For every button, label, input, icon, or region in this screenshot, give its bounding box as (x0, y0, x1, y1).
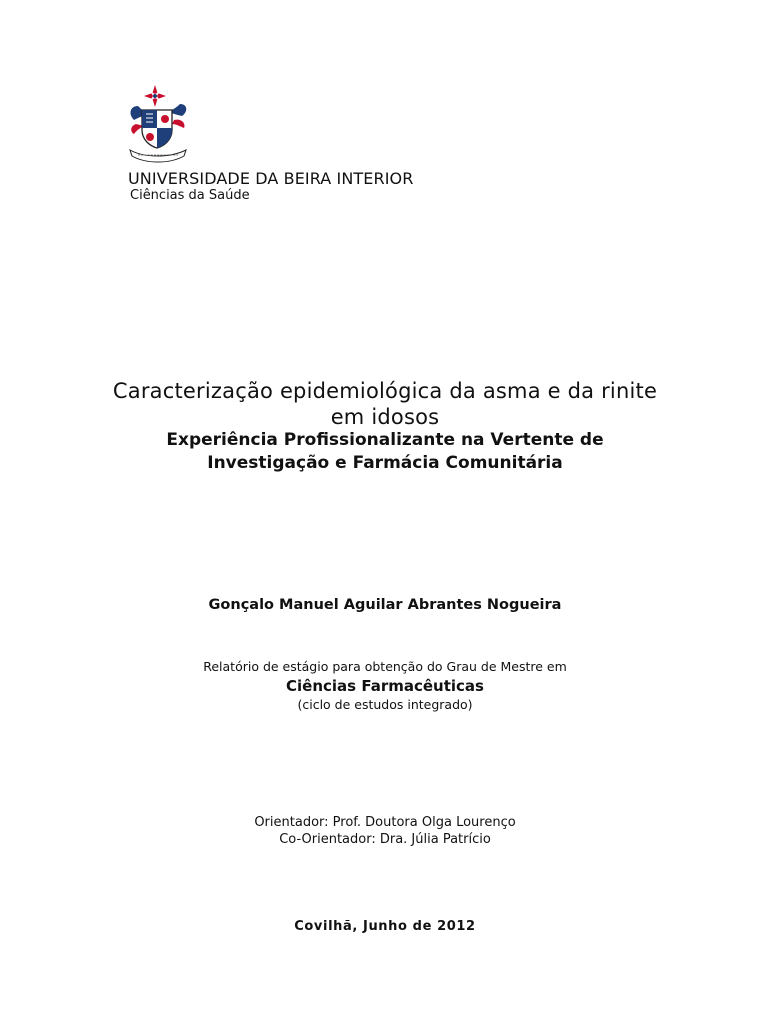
thesis-title-line-1: Caracterização epidemiológica da asma e da rinite (112, 379, 658, 403)
thesis-title (0, 378, 770, 430)
university-crest-icon (124, 84, 192, 166)
thesis-subtitle-line-2: Investigação e Farmácia Comunitária (207, 453, 563, 473)
place-and-date: Covilhã, Junho de 2012 (294, 919, 476, 934)
thesis-subtitle-line-1: Experiência Profissionalizante na Vertente de (166, 430, 604, 450)
university-name: UNIVERSIDADE DA BEIRA INTERIOR (128, 169, 414, 188)
degree-cycle: (ciclo de estudos integrado) (297, 697, 473, 712)
advisor: Orientador: Prof. Doutora Olga Lourenço (254, 815, 516, 830)
degree-field: Ciências Farmacêuticas (286, 677, 484, 695)
faculty-name: Ciências da Saúde (130, 188, 250, 203)
crest-star (144, 85, 166, 107)
co-advisor: Co-Orientador: Dra. Júlia Patrício (279, 832, 491, 847)
report-description: Relatório de estágio para obtenção do Grau de Mestre em (203, 659, 567, 674)
author-name: Gonçalo Manuel Aguilar Abrantes Nogueira (208, 597, 562, 613)
thesis-title-line-2: em idosos (330, 405, 440, 429)
thesis-subtitle (0, 429, 770, 475)
